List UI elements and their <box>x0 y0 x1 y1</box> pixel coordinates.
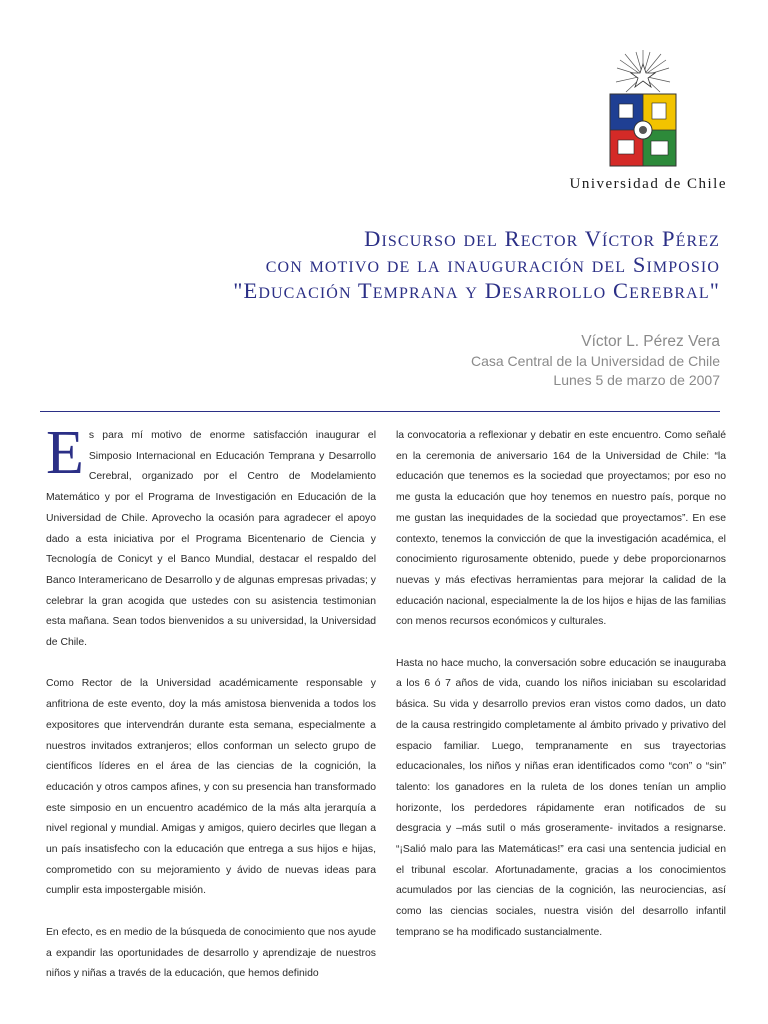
author-name: Víctor L. Pérez Vera <box>581 333 720 350</box>
speech-metadata <box>471 332 720 390</box>
date: Lunes 5 de marzo de 2007 <box>553 372 720 388</box>
paragraph-1 <box>46 419 376 654</box>
right-column <box>396 426 726 964</box>
university-coat-of-arms-logo <box>606 46 680 172</box>
paragraph-5: Hasta no hace mucho, la conversación sobre educación se inauguraba a los 6 ó 7 años de vida, cuando los niños iniciaban su escolaridad básica. Su vida y desarrollo previos eran vistos como dados, un dato de la causa restringido completamente al ámbito privado y privativo del espacio familiar. Luego, tempranamente en sus trayectorias educacionales, los niños y niñas eran identificados como “con” o “sin” talento: los ganadores en la ruleta de los dones tenían un amplio horizonte, los perdedores rápidamente eran notificados de su desgracia y –más sutil o más groseramente- invitados a resignarse. “¡Salió malo para las Matemáticas!” era casi una sentencia judicial en el tribunal escolar. Afortunadamente, gracias a los conocimientos acumulados por las ciencias de la cognición, las neurociencias, así como las ciencias sociales, nuestra visión del desarrollo infantil temprano se ha modificado sustancialmente. <box>396 657 726 938</box>
left-column <box>46 419 376 1006</box>
university-name: Universidad de Chile <box>569 176 727 192</box>
title-line-1: Discurso del Rector Víctor Pérez <box>364 226 720 251</box>
header-divider <box>40 411 720 412</box>
speech-title <box>40 226 720 304</box>
drop-cap: E <box>46 419 84 487</box>
paragraph-1-text: s para mí motivo de enorme satisfacción inaugurar el Simposio Internacional en Educación Temprana y Desarrollo Cerebral, organizado por el Centro de Modelamiento Matemático y por el Programa de Investigación en Educación de la Universidad de Chile. Aprovecho la ocasión para agradecer el apoyo dado a esta iniciativa por el Programa Bicentenario de Ciencia y Tecnología de Conicyt y el Banco Mundial, destacar el respaldo del Banco Interamericano de Desarrollo y de algunas empresas privadas; y celebrar la gran acogida que ustedes con su asistencia testimonian esta mañana. Sean todos bienvenidos a su universidad, la Universidad de Chile. <box>46 430 376 649</box>
paragraph-3: En efecto, es en medio de la búsqueda de conocimiento que nos ayude a expandir las oportunidades de desarrollo y aprendizaje de nuestros niños y niñas a través de la educación, que hemos definido <box>46 926 376 980</box>
location: Casa Central de la Universidad de Chile <box>470 353 720 369</box>
title-line-2: con motivo de la inauguración del Simposio <box>265 252 720 277</box>
paragraph-4: la convocatoria a reflexionar y debatir en este encuentro. Como señalé en la ceremonia de aniversario 164 de la Universidad de Chile: “la educación que tenemos es la sociedad que proyectamos; por eso no me gusta la educación que hoy tenemos en nuestro país, porque no me gustan las inequidades de la sociedad que proyectamos”. En ese contexto, tenemos la convicción de que la investigación académica, el conocimiento rigurosamente obtenido, puede y debe proporcionarnos nuevas y más efectivas herramientas para mejorar la calidad de la educación nacional, especialmente la de los hijos e hijas de las familias con menos recursos económicos y culturales. <box>396 430 726 628</box>
title-line-3: "Educación Temprana y Desarrollo Cerebral" <box>233 278 720 303</box>
paragraph-2: Como Rector de la Universidad académicamente responsable y anfitriona de este evento, doy la más amistosa bienvenida a todos los expositores que intervendrán durante esta semana, especialmente a nuestros invitados extranjeros; ellos conforman un selecto grupo de científicos líderes en el área de las ciencias de la cognición, la educación y otros campos afines, y con su presencia han transformado este simposio en un encuentro académico de la más alta jerarquía a nivel regional y mundial. Amigas y amigos, quiero decirles que llegan a un país insatisfecho con la educación que entrega a sus hijos e hijas, comprometido con su mejoramiento y ávido de nuevas ideas para cumplir esta impostergable misión. <box>46 678 376 897</box>
